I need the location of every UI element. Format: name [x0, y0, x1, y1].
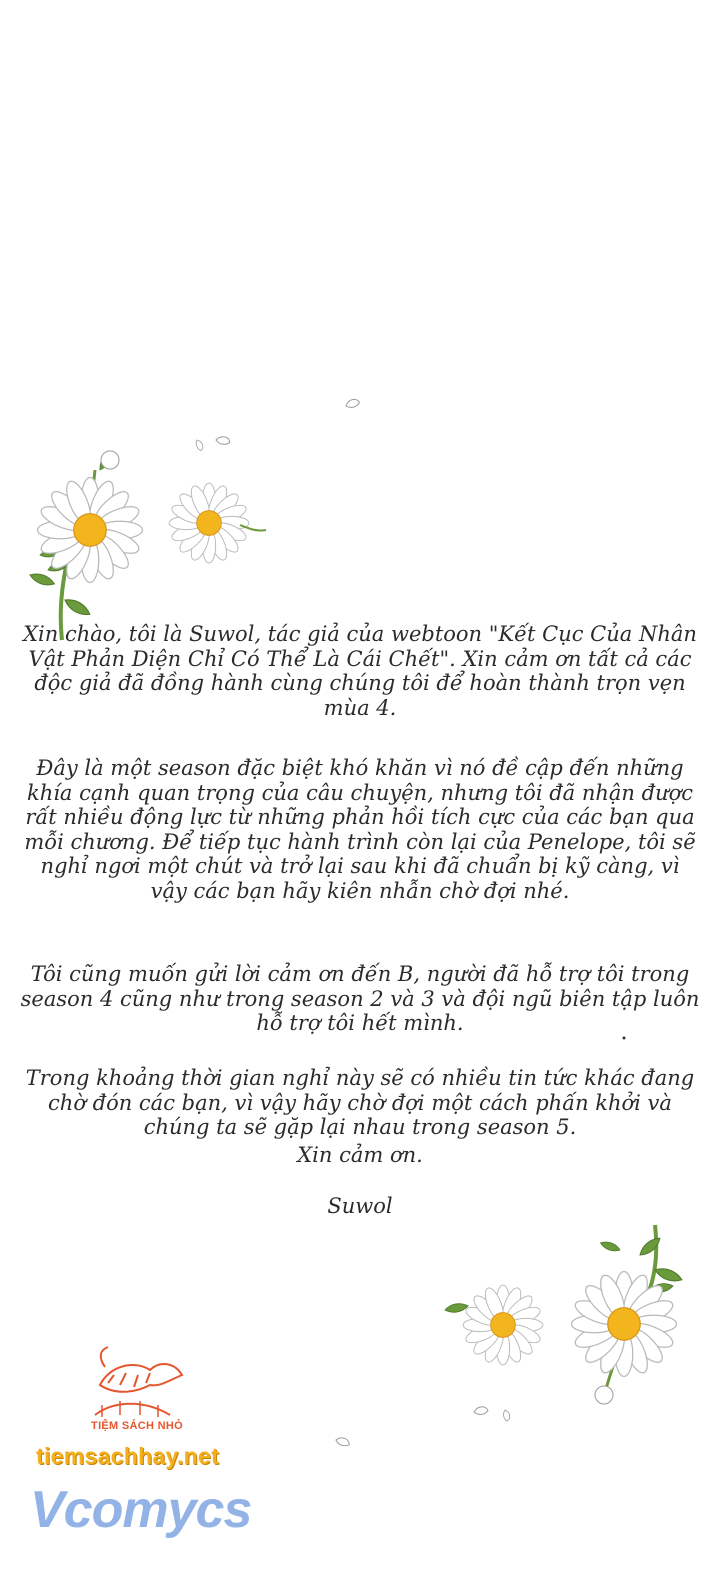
letter-signature: [20, 1194, 700, 1219]
break-text: Trong khoảng thời gian nghỉ này sẽ có nhiều tin tức khác đang chờ đón các bạn, vì vậy hãy chờ đợi một cách phấn khởi và chúng ta sẽ gặp lại nhau trong season 5.: [25, 1066, 695, 1139]
intro-text: Xin chào, tôi là Suwol, tác giả của webtoon "Kết Cục Của Nhân Vật Phản Diện Chỉ Có Thể Là Cái Chết". Xin cảm ơn tất cả các độc giả đã đồng hành cùng chúng tôi để hoàn thành trọn vẹn mùa 4.: [23, 622, 697, 720]
tiger-logo-icon: [95, 1347, 182, 1417]
petal-icon: [474, 1406, 489, 1415]
daisy-cluster-bottom-right: [444, 1225, 683, 1404]
closing-text: Xin cảm ơn.: [297, 1143, 423, 1167]
petal-icon: [345, 398, 360, 409]
letter-paragraph-season: [20, 756, 700, 903]
daisy-bud-icon: [101, 451, 119, 469]
petal-icon: [335, 1436, 351, 1448]
daisy-bud-icon: [595, 1386, 613, 1404]
letter-closing: [20, 1143, 700, 1168]
daisy-flower-icon: [463, 1285, 543, 1365]
shop-name-watermark: TIỆM SÁCH NHỎ: [91, 1420, 183, 1432]
dot-mark: [623, 1037, 626, 1040]
daisy-flower-icon: [38, 478, 143, 583]
daisy-flower-icon: [572, 1272, 677, 1377]
brand-watermark: Vcomycs: [30, 1481, 252, 1539]
site-watermark: tiemsachhay.net: [36, 1443, 220, 1469]
petal-icon: [195, 439, 204, 452]
petal-icon: [215, 436, 230, 446]
petal-icon: [503, 1409, 511, 1421]
letter-paragraph-thanks: [20, 962, 700, 1036]
letter-paragraph-intro: [20, 622, 700, 720]
season-text: Đây là một season đặc biệt khó khăn vì nó đề cập đến những khía cạnh quan trọng của câu chuyện, nhưng tôi đã nhận được rất nhiều động lực từ những phản hồi tích cực của các bạn qua mỗi chương. Để tiếp tục hành trình còn lại của Penelope, tôi sẽ nghỉ ngơi một chút và trở lại sau khi đã chuẩn bị kỹ càng, vì vậy các bạn hãy kiên nhẫn chờ đợi nhé.: [24, 756, 696, 903]
daisy-cluster-top-left: [28, 451, 266, 640]
signature-text: Suwol: [327, 1194, 393, 1218]
thanks-text: Tôi cũng muốn gửi lời cảm ơn đến B, người đã hỗ trợ tôi trong season 4 cũng như trong season 2 và 3 và đội ngũ biên tập luôn hỗ trợ tôi hết mình.: [20, 962, 700, 1035]
letter-paragraph-break: [20, 1066, 700, 1140]
daisy-flower-icon: [169, 483, 249, 563]
